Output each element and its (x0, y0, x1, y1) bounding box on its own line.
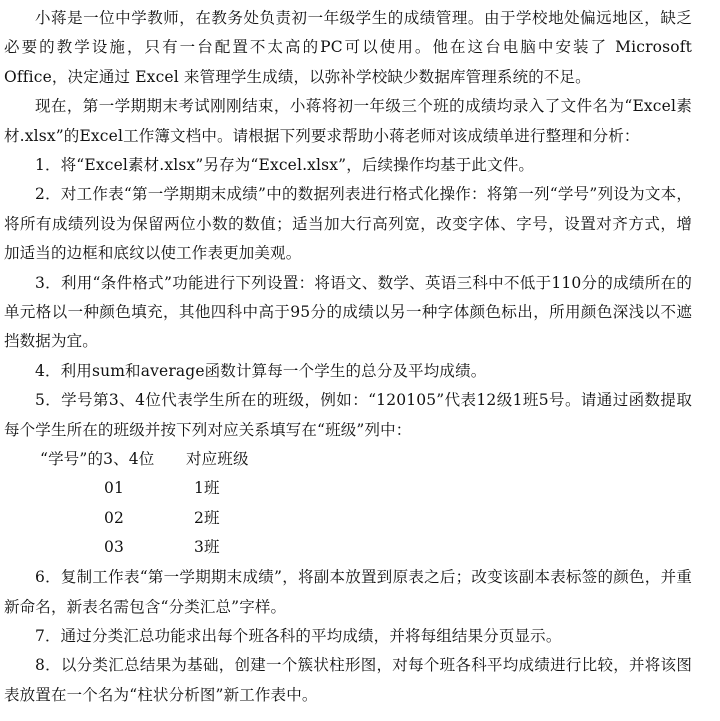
mapping-row (4, 504, 404, 533)
mapping-class: 3班 (194, 538, 220, 557)
step-6: 6．复制工作表“第一学期期末成绩”，将副本放置到原表之后；改变该副本表标签的颜色，并重新命名，新表名需包含“分类汇总”字样。 (4, 568, 692, 616)
step-2: 2．对工作表“第一学期期末成绩”中的数据列表进行格式化操作：将第一列“学号”列设为文本，将所有成绩列设为保留两位小数的数值；适当加大行高列宽，改变字体、字号，设置对齐方式，增加适当的边框和底纹以使工作表更加美观。 (4, 185, 692, 263)
class-mapping-table (4, 445, 692, 563)
document-body (4, 4, 692, 710)
mapping-header-code: “学号”的3、4位 (40, 450, 155, 469)
mapping-header-row (4, 445, 404, 474)
intro-paragraph-1: 小蒋是一位中学教师，在教务处负责初一年级学生的成绩管理。由于学校地处偏远地区，缺乏必要的教学设施，只有一台配置不太高的PC可以使用。他在这台电脑中安装了 Microsoft Office，决定通过 Excel 来管理学生成绩，以弥补学校缺少数据库管理系统的不足。 (4, 9, 692, 86)
mapping-code: 02 (104, 508, 125, 527)
mapping-row (4, 474, 404, 503)
step-1: 1．将“Excel素材.xlsx”另存为“Excel.xlsx”，后续操作均基于此文件。 (35, 156, 535, 175)
step-7: 7．通过分类汇总功能求出每个班各科的平均成绩，并将每组结果分页显示。 (35, 626, 562, 645)
mapping-header-class: 对应班级 (186, 450, 249, 469)
mapping-code: 03 (104, 538, 125, 557)
mapping-row (4, 533, 404, 562)
step-4: 4．利用sum和average函数计算每一个学生的总分及平均成绩。 (35, 361, 487, 380)
step-8: 8．以分类汇总结果为基础，创建一个簇状柱形图，对每个班各科平均成绩进行比较，并将该图表放置在一个名为“柱状分析图”新工作表中。 (4, 656, 692, 704)
intro-paragraph-2: 现在，第一学期期末考试刚刚结束，小蒋将初一年级三个班的成绩均录入了文件名为“Excel素材.xlsx”的Excel工作簿文档中。请根据下列要求帮助小蒋老师对该成绩单进行整理和分析： (4, 97, 692, 145)
mapping-class: 2班 (194, 508, 220, 527)
mapping-class: 1班 (194, 479, 220, 498)
step-3: 3．利用“条件格式”功能进行下列设置：将语文、数学、英语三科中不低于110分的成绩所在的单元格以一种颜色填充，其他四科中高于95分的成绩以另一种字体颜色标出，所用颜色深浅以不遮挡数据为宜。 (4, 273, 692, 351)
mapping-code: 01 (104, 479, 125, 498)
step-5: 5．学号第3、4位代表学生所在的班级，例如：“120105”代表12级1班5号。请通过函数提取每个学生所在的班级并按下列对应关系填写在“班级”列中： (4, 391, 692, 439)
